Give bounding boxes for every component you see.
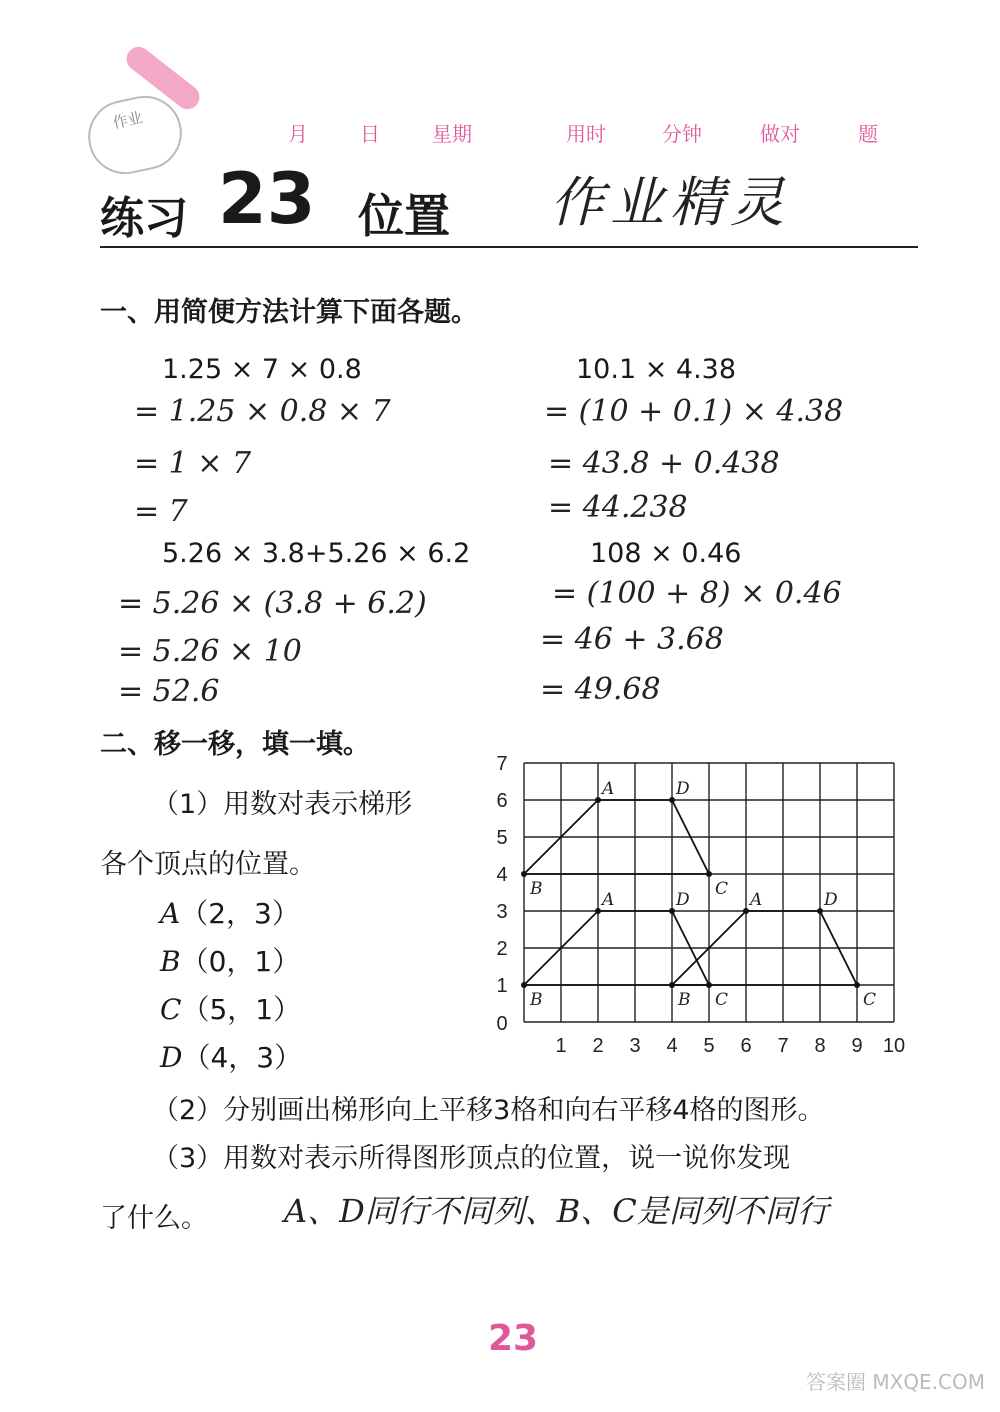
pair-b-value: （0，1） bbox=[180, 945, 301, 978]
exercise-prefix: 练习 bbox=[100, 193, 188, 244]
problem-2-expr: 10.1 × 4.38 bbox=[576, 354, 737, 385]
pair-c-label: C bbox=[160, 993, 182, 1026]
vertex-label: D bbox=[824, 890, 838, 910]
vertex-label: B bbox=[530, 990, 543, 1010]
x-tick-label: 5 bbox=[703, 1035, 715, 1057]
y-tick-label: 3 bbox=[496, 901, 508, 923]
watermark-text: 答案圈 MXQE.COM bbox=[806, 1370, 986, 1394]
vertex-label: B bbox=[530, 879, 543, 899]
title-divider bbox=[100, 246, 918, 248]
pair-d bbox=[160, 1036, 302, 1076]
problem-4-step-1: = (100 + 8) × 0.46 bbox=[552, 576, 842, 611]
section2-heading: 二、移一移，填一填。 bbox=[100, 729, 370, 760]
vertex-point bbox=[521, 871, 527, 877]
problem-3-step-2: = 5.26 × 10 bbox=[118, 634, 302, 669]
x-tick-label: 8 bbox=[814, 1035, 826, 1057]
watermark-logo bbox=[806, 1366, 985, 1395]
pair-a-label: A bbox=[160, 897, 181, 930]
section1-heading: 一、用简便方法计算下面各题。 bbox=[100, 297, 478, 328]
pair-a-value: （2，3） bbox=[180, 897, 300, 930]
vertex-point bbox=[706, 871, 712, 877]
vertex-label: D bbox=[676, 779, 690, 799]
problem-3-step-3: = 52.6 bbox=[118, 674, 220, 709]
x-tick-label: 4 bbox=[666, 1035, 678, 1057]
exercise-number: 23 bbox=[218, 158, 316, 240]
vertex-point bbox=[595, 908, 601, 914]
problem-2-step-3: = 44.238 bbox=[548, 490, 688, 525]
problem-2-step-2: = 43.8 + 0.438 bbox=[548, 446, 780, 481]
q3-line2: 了什么。 bbox=[100, 1203, 208, 1234]
pair-c bbox=[160, 988, 301, 1028]
x-tick-label: 0 bbox=[496, 1013, 508, 1035]
field-minutes: 分钟 bbox=[662, 122, 702, 146]
field-weekday: 星期 bbox=[432, 122, 472, 146]
pair-d-value: （4，3） bbox=[182, 1041, 303, 1074]
vertex-point bbox=[743, 908, 749, 914]
exercise-topic: 位置 bbox=[358, 189, 450, 243]
x-tick-label: 1 bbox=[555, 1035, 567, 1057]
vertex-label: B bbox=[678, 990, 691, 1010]
stamp-text: 作业 bbox=[111, 108, 145, 133]
vertex-point bbox=[854, 982, 860, 988]
vertex-label: C bbox=[715, 879, 729, 899]
problem-1-expr: 1.25 × 7 × 0.8 bbox=[162, 354, 362, 385]
x-tick-label: 7 bbox=[777, 1035, 789, 1057]
vertex-label: A bbox=[602, 779, 615, 799]
q1-line2: 各个顶点的位置。 bbox=[100, 849, 316, 880]
problem-2-step-1: = (10 + 0.1) × 4.38 bbox=[544, 394, 844, 429]
vertex-label: A bbox=[602, 890, 615, 910]
coordinate-grid bbox=[490, 750, 920, 1060]
field-questions: 题 bbox=[858, 122, 878, 146]
field-month: 月 bbox=[288, 122, 308, 146]
pair-c-value: （5，1） bbox=[181, 993, 302, 1026]
vertex-label: C bbox=[863, 990, 877, 1010]
vertex-label: D bbox=[676, 890, 690, 910]
vertex-label: C bbox=[715, 990, 729, 1010]
q1-line1: （1）用数对表示梯形 bbox=[152, 789, 413, 820]
vertex-point bbox=[817, 908, 823, 914]
x-tick-label: 9 bbox=[851, 1035, 863, 1057]
field-day: 日 bbox=[360, 122, 380, 146]
x-tick-label: 3 bbox=[629, 1035, 641, 1057]
problem-1-step-1: = 1.25 × 0.8 × 7 bbox=[134, 394, 391, 429]
problem-4-expr: 108 × 0.46 bbox=[590, 538, 742, 569]
vertex-point bbox=[669, 908, 675, 914]
stamp-logo bbox=[81, 89, 188, 181]
pair-b-label: B bbox=[160, 945, 181, 978]
vertex-point bbox=[521, 982, 527, 988]
problem-4-step-2: = 46 + 3.68 bbox=[540, 622, 724, 657]
vertex-point bbox=[669, 797, 675, 803]
problem-1-step-2: = 1 × 7 bbox=[134, 446, 252, 481]
pair-b bbox=[160, 940, 300, 980]
q2-text: （2）分别画出梯形向上平移3格和向右平移4格的图形。 bbox=[152, 1095, 825, 1126]
y-tick-label: 4 bbox=[496, 864, 508, 886]
field-time-used: 用时 bbox=[566, 122, 606, 146]
vertex-point bbox=[669, 982, 675, 988]
handwritten-title: 作业精灵 bbox=[550, 171, 790, 234]
pair-d-label: D bbox=[160, 1041, 183, 1074]
pair-a bbox=[160, 892, 300, 932]
x-tick-label: 2 bbox=[592, 1035, 604, 1057]
field-correct: 做对 bbox=[760, 122, 800, 146]
y-tick-label: 6 bbox=[496, 790, 508, 812]
problem-3-expr: 5.26 × 3.8+5.26 × 6.2 bbox=[162, 538, 471, 569]
page-number: 23 bbox=[488, 1318, 539, 1359]
y-tick-label: 2 bbox=[496, 938, 508, 960]
problem-1-step-3: = 7 bbox=[134, 494, 188, 529]
problem-3-step-1: = 5.26 × (3.8 + 6.2) bbox=[118, 586, 427, 621]
q3-line1: （3）用数对表示所得图形顶点的位置，说一说你发现 bbox=[152, 1143, 791, 1174]
x-tick-label: 6 bbox=[740, 1035, 752, 1057]
problem-4-step-3: = 49.68 bbox=[540, 672, 661, 707]
y-tick-label: 5 bbox=[496, 827, 508, 849]
vertex-label: A bbox=[750, 890, 763, 910]
y-tick-label: 7 bbox=[496, 753, 508, 775]
vertex-point bbox=[595, 797, 601, 803]
q3-answer: A、D同行不同列、B、C是同列不同行 bbox=[284, 1192, 829, 1230]
y-tick-label: 1 bbox=[496, 975, 508, 997]
x-tick-label: 10 bbox=[882, 1035, 906, 1057]
